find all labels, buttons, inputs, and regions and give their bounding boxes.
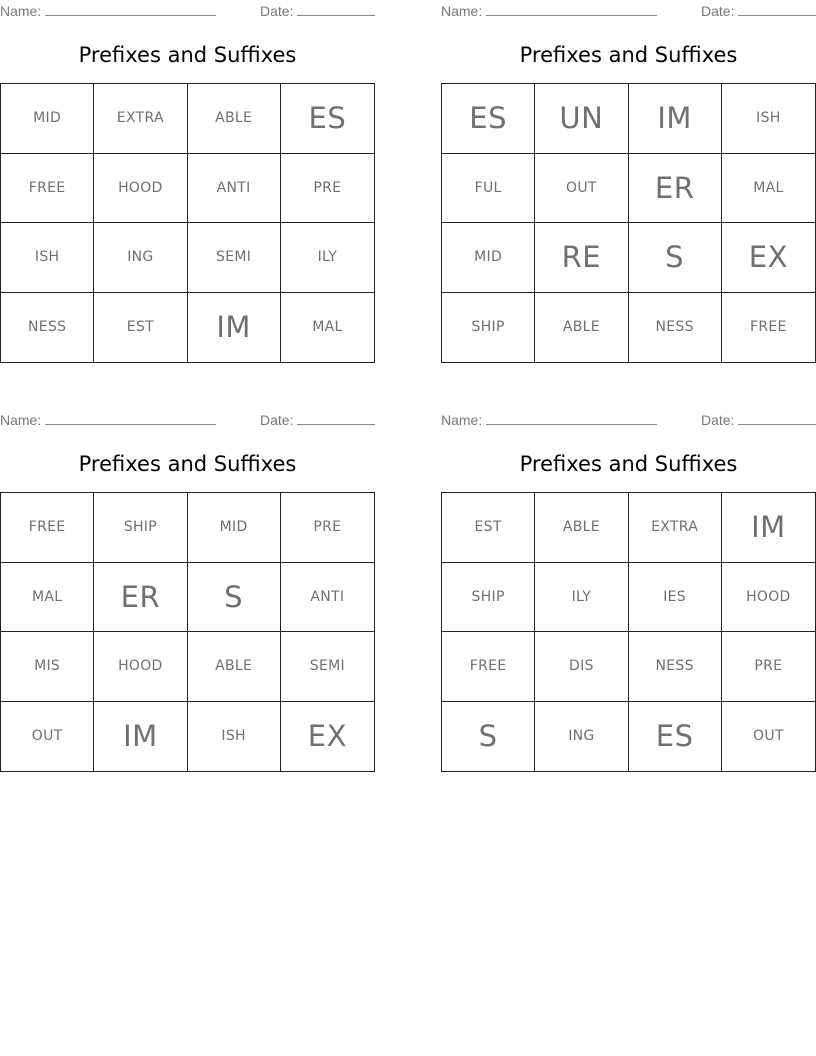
date-label: Date:	[260, 412, 294, 428]
grid-cell: NESS	[629, 293, 722, 363]
grid-cell: UN	[535, 84, 628, 154]
grid-cell: IM	[722, 493, 815, 563]
card-title: Prefixes and Suffixes	[519, 452, 738, 476]
name-label: Name:	[0, 412, 42, 428]
name-label: Name:	[441, 3, 483, 19]
name-field	[441, 411, 657, 429]
grid-cell: IES	[629, 563, 722, 633]
name-blank-line	[45, 411, 216, 425]
grid-cell: SHIP	[442, 293, 535, 363]
name-blank-line	[45, 2, 216, 16]
bingo-grid	[0, 83, 375, 363]
date-field	[260, 411, 375, 429]
grid-cell: DIS	[535, 632, 628, 702]
date-label: Date:	[260, 3, 294, 19]
grid-cell: MID	[1, 84, 94, 154]
name-field	[441, 2, 657, 20]
grid-cell: FUL	[442, 154, 535, 224]
bingo-card-2	[441, 0, 816, 362]
grid-cell: IM	[629, 84, 722, 154]
grid-cell: S	[442, 702, 535, 772]
name-blank-line	[486, 411, 657, 425]
grid-cell: OUT	[753, 728, 784, 745]
date-label: Date:	[701, 3, 735, 19]
grid-cell: SHIP	[94, 493, 187, 563]
grid-cell: ISH	[1, 223, 94, 293]
date-field	[260, 2, 375, 20]
grid-cell: FREE	[1, 493, 94, 563]
grid-cell: ILY	[535, 563, 628, 633]
grid-cell: NESS	[1, 293, 94, 363]
grid-cell: SEMI	[281, 632, 374, 702]
grid-cell: FREE	[1, 154, 94, 224]
grid-cell: NESS	[629, 632, 722, 702]
grid-cell: MAL	[1, 563, 94, 633]
name-blank-line	[486, 2, 657, 16]
card-title: Prefixes and Suffixes	[519, 43, 738, 67]
date-field	[701, 2, 816, 20]
grid-cell: MIS	[1, 632, 94, 702]
grid-cell: ABLE	[535, 293, 628, 363]
date-blank-line	[297, 2, 375, 16]
grid-cell: EX	[307, 719, 347, 754]
grid-cell: ANTI	[188, 154, 281, 224]
grid-cell: HOOD	[94, 632, 187, 702]
bingo-card-1	[0, 0, 375, 362]
grid-cell: ISH	[722, 84, 815, 154]
grid-cell: FREE	[442, 632, 535, 702]
grid-cell: ES	[629, 702, 722, 772]
name-label: Name:	[441, 412, 483, 428]
grid-cell: FREE	[750, 319, 787, 336]
date-field	[701, 411, 816, 429]
grid-cell: IM	[94, 702, 187, 772]
grid-cell: IM	[188, 293, 281, 363]
grid-cell: ER	[629, 154, 722, 224]
grid-cell: HOOD	[94, 154, 187, 224]
grid-cell: S	[629, 223, 722, 293]
grid-cell: ES	[281, 84, 374, 154]
grid-cell: ISH	[188, 702, 281, 772]
grid-cell: ING	[94, 223, 187, 293]
grid-cell: ABLE	[535, 493, 628, 563]
grid-cell: PRE	[722, 632, 815, 702]
grid-cell: MAL	[722, 154, 815, 224]
bingo-grid	[441, 492, 816, 772]
grid-cell: ING	[535, 702, 628, 772]
grid-cell: OUT	[535, 154, 628, 224]
grid-cell: EST	[442, 493, 535, 563]
grid-cell: EXTRA	[629, 493, 722, 563]
grid-cell: HOOD	[722, 563, 815, 633]
date-label: Date:	[701, 412, 735, 428]
grid-cell: ER	[94, 563, 187, 633]
grid-cell: ANTI	[281, 563, 374, 633]
grid-cell: ABLE	[188, 84, 281, 154]
grid-cell: S	[188, 563, 281, 633]
name-field	[0, 2, 216, 20]
bingo-card-3	[0, 409, 375, 771]
grid-cell: EST	[94, 293, 187, 363]
date-blank-line	[297, 411, 375, 425]
grid-cell: MID	[442, 223, 535, 293]
card-title: Prefixes and Suffixes	[78, 43, 297, 67]
bingo-card-4	[441, 409, 816, 771]
bingo-grid	[441, 83, 816, 363]
grid-cell: MID	[188, 493, 281, 563]
grid-cell: PRE	[281, 493, 374, 563]
grid-cell: ES	[442, 84, 535, 154]
name-label: Name:	[0, 3, 42, 19]
date-blank-line	[738, 411, 816, 425]
grid-cell: ILY	[281, 223, 374, 293]
grid-cell: RE	[535, 223, 628, 293]
name-field	[0, 411, 216, 429]
grid-cell: EXTRA	[94, 84, 187, 154]
card-title: Prefixes and Suffixes	[78, 452, 297, 476]
grid-cell: EX	[722, 223, 815, 293]
grid-cell: SEMI	[188, 223, 281, 293]
date-blank-line	[738, 2, 816, 16]
grid-cell: OUT	[1, 702, 94, 772]
grid-cell: PRE	[281, 154, 374, 224]
grid-cell: MAL	[312, 319, 343, 336]
grid-cell: ABLE	[188, 632, 281, 702]
grid-cell: SHIP	[442, 563, 535, 633]
bingo-grid	[0, 492, 375, 772]
